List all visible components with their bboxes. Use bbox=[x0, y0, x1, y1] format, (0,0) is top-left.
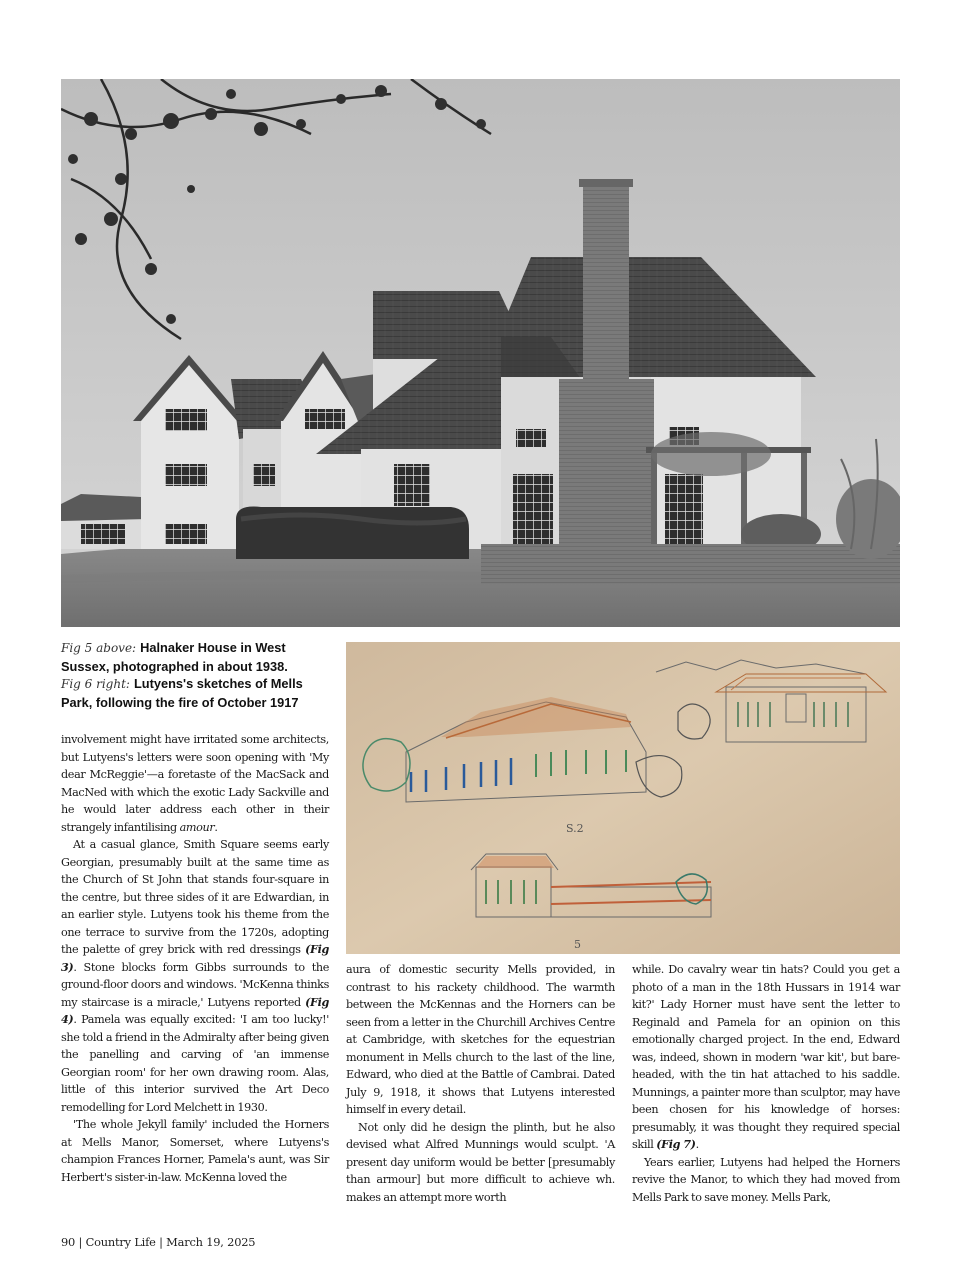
italic-word: amour bbox=[179, 820, 215, 834]
paragraph: 'The whole Jekyll family' included the Horners at Mells Manor, Somerset, where Lutyens's champion Frances Horner, Pamela's aunt, was Sir Herbert's sister-in-law. McKenna loved the bbox=[61, 1118, 329, 1184]
sketch-note-5: 5 bbox=[574, 938, 581, 951]
page-footer bbox=[61, 1235, 255, 1249]
paragraph bbox=[61, 836, 329, 1116]
paragraph: Not only did he design the plinth, but he also devised what Alfred Munnings would sculpt. 'A present day uniform would be better [presumably than armour] but more difficult to achieve wh. makes an attempt more worth bbox=[346, 1120, 615, 1204]
page-number: 90 bbox=[61, 1235, 76, 1249]
paragraph bbox=[632, 961, 900, 1154]
issue-date: March 19, 2025 bbox=[166, 1235, 256, 1249]
sketch-illustration bbox=[346, 642, 900, 954]
fig6-caption-text: Lutyens's sketches of Mells Park, following the fire of October 1917 bbox=[61, 676, 303, 710]
sketch-note-s2: S.2 bbox=[566, 822, 584, 835]
publication-name: Country Life bbox=[85, 1235, 156, 1249]
separator: | bbox=[155, 1235, 167, 1249]
figure-ref: (Fig 3) bbox=[61, 942, 329, 974]
punctuation: . bbox=[695, 1138, 699, 1151]
fig5-caption-lead: Fig 5 above: bbox=[61, 641, 137, 655]
paragraph bbox=[61, 731, 329, 836]
fig5-caption-text: Halnaker House in West Sussex, photographed in about 1938. bbox=[61, 640, 288, 674]
punctuation: . bbox=[214, 820, 218, 834]
paragraph-text: At a casual glance, Smith Square seems early Georgian, presumably built at the same time as the Church of St John that stands four-square in the centre, but three sides of it are Edwardian, in an earlier style. Lutyens took his theme from the one terrace to survive from the 1720s, adopting the palette of grey brick with red dressings bbox=[61, 838, 329, 956]
fig6-caption-lead: Fig 6 right: bbox=[61, 677, 130, 691]
mells-park-sketch bbox=[346, 642, 900, 954]
separator: | bbox=[75, 1235, 86, 1249]
paragraph-text: involvement might have irritated some architects, but Lutyens's letters were soon opening with 'My dear McReggie'—a foretaste of the MacSack and MacNed with which the exotic Lady Sackville and he would later address each other in their strangely infantilising bbox=[61, 733, 329, 834]
figure-ref: (Fig 7) bbox=[656, 1137, 696, 1151]
paragraph-text: . Stone blocks form Gibbs surrounds to the ground-floor doors and windows. 'McKenna thinks my staircase is a miracle,' Lutyens reported bbox=[61, 960, 329, 1009]
house-illustration bbox=[61, 79, 900, 627]
paragraph-text: while. Do cavalry wear tin hats? Could you get a photo of a man in the 18th Hussars in 1914 war kit?' Lady Horner must have sent the letter to Reginald and Pamela for an opinion on this emotionally charged project. In the end, Edward was, indeed, shown in modern 'war kit', but bare-headed, with the tin hat attached to his saddle. Munnings, a painter more than sculptor, may have been chosen for his knowledge of horses: presumably, it was thought they required special skill bbox=[632, 963, 900, 1151]
figure-caption bbox=[61, 639, 337, 711]
article-column-1 bbox=[61, 731, 329, 1186]
paragraph: Years earlier, Lutyens had helped the Horners revive the Manor, to which they had moved from Mells Park to save money. Mells Park, bbox=[632, 1155, 900, 1204]
article-column-2 bbox=[346, 961, 615, 1206]
halnaker-house-photo bbox=[61, 79, 900, 627]
paragraph: aura of domestic security Mells provided, in contrast to his rackety childhood. The warmth between the McKennas and the Horners can be seen from a letter in the Churchill Archives Centre at Cambridge, with sketches for the equestrian monument in Mells church to the last of the line, Edward, who died at the Battle of Cambrai. Dated July 9, 1918, it shows that Lutyens interested himself in every detail. bbox=[346, 963, 615, 1116]
figure-ref: (Fig 4) bbox=[61, 994, 329, 1026]
paragraph-text: . Pamela was equally excited: 'I am too lucky!' she told a friend in the Admiralty after being given the panelling and carving of 'an immense Georgian room' for her own drawing room. Alas, little of this interior survived the Art Deco remodelling for Lord Melchett in 1930. bbox=[61, 1013, 329, 1114]
article-column-3 bbox=[632, 961, 900, 1206]
